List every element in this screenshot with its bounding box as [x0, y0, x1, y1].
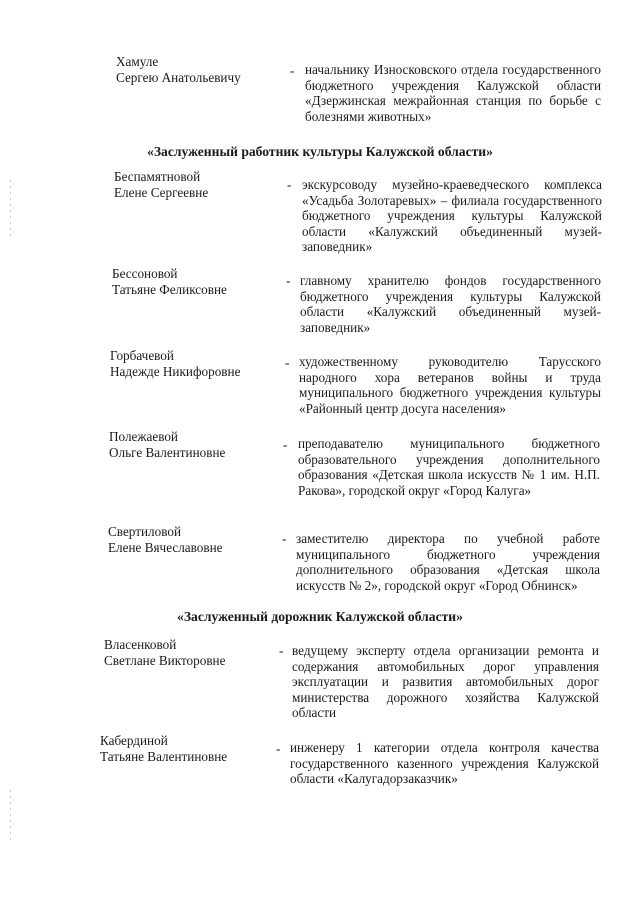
recipient-given-names: Татьяне Валентиновне	[100, 749, 228, 764]
recipient-surname: Полежаевой	[109, 429, 178, 444]
recipient-surname: Хамуле	[116, 54, 159, 69]
entry-dash: -	[283, 437, 288, 452]
recipient-position: художественному руководителю Тарусского народного хора ветеранов войны и труда муниципального бюджетного учреждения культуры «Районный центр досуга населения»	[299, 354, 601, 416]
recipient-position: инженеру 1 категории отдела контроля качества государственного казенного учреждения Калужской области «Калугадорзаказчик»	[290, 740, 599, 787]
recipient-surname: Горбачевой	[110, 348, 174, 363]
recipient-surname: Бессоновой	[112, 266, 178, 281]
recipient-position: главному хранителю фондов государственного бюджетного учреждения культуры Калужской области «Калужский объединенный музей-заповедник»	[300, 273, 601, 335]
recipient-given-names: Надежде Никифоровне	[110, 364, 241, 379]
scan-margin-mark	[10, 180, 11, 240]
recipient-given-names: Елене Сергеевне	[114, 185, 209, 200]
entry-dash: -	[287, 177, 292, 192]
recipient-position: преподавателю муниципального бюджетного образовательного учреждения дополнительного образования «Детская школа искусств № 1 им. Н.П. Ракова», городской округ «Город Калуга»	[298, 436, 600, 498]
recipient-surname: Власенковой	[104, 637, 177, 652]
recipient-surname: Беспамятновой	[114, 169, 201, 184]
entry-dash: -	[279, 643, 284, 658]
recipient-position: ведущему эксперту отдела организации ремонта и содержания автомобильных дорог управления эксплуатации и развития автомобильных дорог министерства дорожного хозяйства Калужской области	[292, 643, 599, 721]
recipient-given-names: Ольге Валентиновне	[109, 445, 226, 460]
entry-dash: -	[290, 63, 295, 78]
entry-dash: -	[282, 531, 287, 546]
entry-dash: -	[285, 355, 290, 370]
entry-dash: -	[276, 741, 281, 756]
recipient-surname: Свертиловой	[108, 524, 182, 539]
recipient-position: начальнику Износковского отдела государственного бюджетного учреждения Калужской области «Дзержинская межрайонная станция по борьбе с болезнями животных»	[305, 62, 601, 124]
section-heading: «Заслуженный работник культуры Калужской области»	[147, 144, 493, 159]
recipient-given-names: Татьяне Феликсовне	[112, 282, 227, 297]
recipient-position: экскурсоводу музейно-краеведческого комплекса «Усадьба Золотаревых» – филиала государственного бюджетного учреждения культуры Калужской области «Калужский объединенный музей-заповедник»	[302, 177, 602, 255]
entry-dash: -	[286, 273, 291, 288]
section-heading: «Заслуженный дорожник Калужской области»	[177, 609, 463, 624]
recipient-given-names: Сергею Анатольевичу	[116, 70, 241, 85]
recipient-given-names: Светлане Викторовне	[104, 653, 226, 668]
scan-margin-mark	[10, 790, 11, 840]
recipient-surname: Кабердиной	[100, 733, 168, 748]
recipient-position: заместителю директора по учебной работе муниципального бюджетного учреждения дополнительного образования «Детская школа искусств № 2», городской округ «Город Обнинск»	[296, 531, 600, 593]
recipient-given-names: Елене Вячеславовне	[108, 540, 223, 555]
